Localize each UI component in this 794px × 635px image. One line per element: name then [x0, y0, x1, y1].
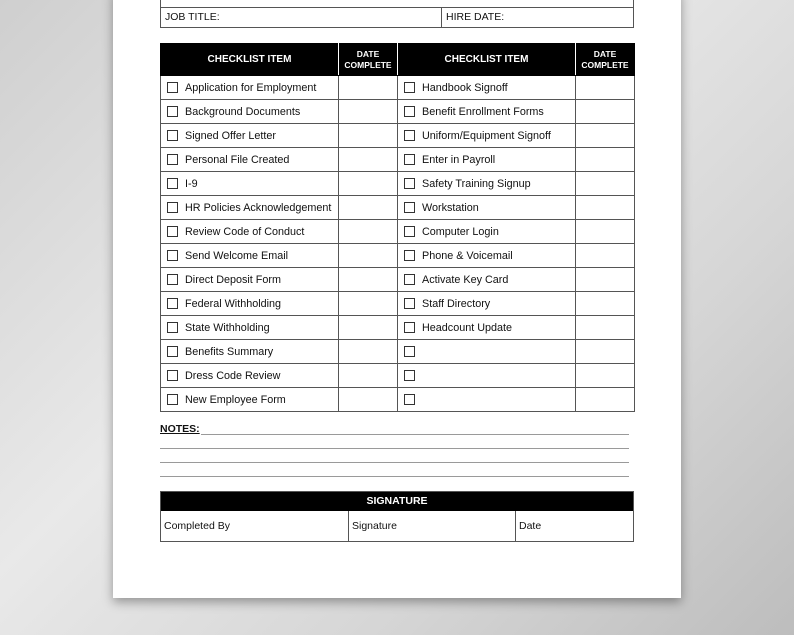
checklist-item-cell — [161, 388, 339, 412]
date-complete-cell[interactable] — [339, 172, 398, 196]
date-complete-cell[interactable] — [339, 148, 398, 172]
table-row — [161, 388, 635, 412]
notes-line[interactable] — [160, 476, 629, 477]
signature-label: Signature — [352, 520, 397, 532]
checkbox[interactable] — [167, 154, 178, 165]
employee-info-row — [160, 8, 634, 28]
checklist-item-cell — [398, 316, 576, 340]
date-complete-cell[interactable] — [339, 100, 398, 124]
list-item — [161, 298, 338, 310]
checklist-item-label: Application for Employment — [185, 81, 317, 94]
list-item — [398, 202, 575, 214]
hire-date-label: HIRE DATE: — [446, 11, 505, 23]
checklist-item-label: Benefit Enrollment Forms — [422, 105, 544, 118]
date-complete-cell[interactable] — [339, 292, 398, 316]
list-item — [161, 274, 338, 286]
table-row — [161, 364, 635, 388]
date-complete-cell[interactable] — [339, 316, 398, 340]
date-complete-cell[interactable] — [576, 148, 635, 172]
checklist-item-cell — [161, 172, 339, 196]
checkbox[interactable] — [167, 274, 178, 285]
checklist-item-cell — [398, 148, 576, 172]
date-complete-cell[interactable] — [576, 196, 635, 220]
checklist-item-cell — [161, 244, 339, 268]
date-complete-cell[interactable] — [576, 268, 635, 292]
date-complete-cell[interactable] — [339, 268, 398, 292]
list-item — [398, 106, 575, 118]
table-row — [161, 76, 635, 100]
date-complete-cell[interactable] — [576, 172, 635, 196]
table-row — [161, 340, 635, 364]
date-complete-cell[interactable] — [339, 124, 398, 148]
list-item — [161, 106, 338, 118]
date-complete-cell[interactable] — [339, 388, 398, 412]
checkbox[interactable] — [404, 250, 415, 261]
checklist-item-label: Safety Training Signup — [422, 177, 531, 190]
checklist-item-header: CHECKLIST ITEM — [161, 44, 339, 76]
date-complete-cell[interactable] — [576, 220, 635, 244]
checklist-item-cell — [161, 316, 339, 340]
checklist-item-label: Headcount Update — [422, 321, 513, 334]
checklist-item-cell — [398, 220, 576, 244]
checklist-item-cell — [161, 196, 339, 220]
checkbox[interactable] — [167, 202, 178, 213]
checkbox[interactable] — [404, 226, 415, 237]
date-field[interactable] — [516, 511, 633, 541]
checklist-item-label: Uniform/Equipment Signoff — [422, 129, 551, 142]
date-header-line1: DATE — [593, 48, 617, 59]
checkbox[interactable] — [404, 370, 415, 381]
list-item — [398, 154, 575, 166]
checklist-item-cell — [161, 268, 339, 292]
checklist-item-cell — [161, 124, 339, 148]
date-complete-header — [576, 44, 635, 76]
table-row — [161, 268, 635, 292]
list-item — [398, 274, 575, 286]
department-field — [160, 0, 634, 8]
checkbox[interactable] — [167, 322, 178, 333]
checklist-item-label: Workstation — [422, 201, 479, 214]
checklist-item-cell — [398, 340, 576, 364]
date-complete-cell[interactable] — [576, 100, 635, 124]
completed-by-label: Completed By — [164, 520, 230, 532]
checklist-item-cell — [398, 76, 576, 100]
checklist-item-label: Personal File Created — [185, 153, 290, 166]
job-title-label: JOB TITLE: — [165, 11, 220, 23]
list-item — [161, 370, 338, 382]
checkbox[interactable] — [167, 130, 178, 141]
notes-line[interactable] — [201, 434, 629, 435]
checkbox[interactable] — [404, 178, 415, 189]
date-complete-cell[interactable] — [576, 364, 635, 388]
checkbox[interactable] — [167, 346, 178, 357]
checkbox[interactable] — [404, 346, 415, 357]
checkbox[interactable] — [167, 106, 178, 117]
date-complete-cell[interactable] — [576, 124, 635, 148]
checkbox[interactable] — [404, 298, 415, 309]
checkbox[interactable] — [404, 202, 415, 213]
table-row — [161, 100, 635, 124]
date-complete-cell[interactable] — [339, 220, 398, 244]
table-row — [161, 124, 635, 148]
date-complete-cell[interactable] — [576, 388, 635, 412]
list-item — [398, 82, 575, 94]
date-complete-cell[interactable] — [339, 364, 398, 388]
signature-section — [160, 491, 634, 542]
checkbox[interactable] — [167, 298, 178, 309]
checklist-item-cell — [161, 148, 339, 172]
date-complete-cell[interactable] — [576, 292, 635, 316]
table-row — [161, 220, 635, 244]
table-row — [161, 244, 635, 268]
notes-label: NOTES: — [160, 423, 200, 435]
signature-title: SIGNATURE — [161, 492, 633, 511]
department-label — [165, 0, 238, 1]
hire-date-field[interactable] — [442, 8, 633, 27]
checklist-item-cell — [161, 340, 339, 364]
list-item — [161, 202, 338, 214]
checklist-item-label: Computer Login — [422, 225, 499, 238]
date-complete-cell[interactable] — [576, 244, 635, 268]
checklist-item-label: HR Policies Acknowledgement — [185, 201, 332, 214]
list-item — [398, 394, 575, 405]
checkbox[interactable] — [404, 322, 415, 333]
document-page — [113, 0, 681, 598]
date-complete-header — [339, 44, 398, 76]
checklist-item-label: Benefits Summary — [185, 345, 274, 358]
checklist-item-label: Direct Deposit Form — [185, 273, 281, 286]
checkbox[interactable] — [404, 154, 415, 165]
date-header-line2: COMPLETE — [344, 59, 392, 70]
checklist-item-label: I-9 — [185, 177, 198, 190]
list-item — [161, 154, 338, 166]
checkbox[interactable] — [404, 130, 415, 141]
checklist-item-cell — [398, 268, 576, 292]
checkbox[interactable] — [167, 394, 178, 405]
checkbox[interactable] — [404, 394, 415, 405]
notes-line[interactable] — [160, 448, 629, 449]
checklist-table — [160, 43, 635, 412]
checklist-item-header: CHECKLIST ITEM — [398, 44, 576, 76]
date-header-line1: DATE — [356, 48, 380, 59]
checklist-item-label: Dress Code Review — [185, 369, 281, 382]
checklist-item-label: Signed Offer Letter — [185, 129, 277, 142]
list-item — [398, 130, 575, 142]
table-row — [161, 316, 635, 340]
checklist-item-label: New Employee Form — [185, 393, 286, 406]
checkbox[interactable] — [404, 274, 415, 285]
list-item — [398, 346, 575, 357]
checklist-item-cell — [161, 364, 339, 388]
checkbox[interactable] — [404, 82, 415, 93]
date-label: Date — [519, 520, 542, 532]
list-item — [398, 298, 575, 310]
checkbox[interactable] — [167, 370, 178, 381]
date-complete-cell[interactable] — [339, 340, 398, 364]
date-complete-cell[interactable] — [339, 196, 398, 220]
checklist-item-label: State Withholding — [185, 321, 270, 334]
date-header-line2: COMPLETE — [581, 59, 629, 70]
list-item — [161, 82, 338, 94]
checklist-item-cell — [398, 172, 576, 196]
job-title-field[interactable] — [161, 8, 442, 27]
checklist-item-label: Review Code of Conduct — [185, 225, 305, 238]
list-item — [161, 226, 338, 238]
checklist-item-cell — [161, 292, 339, 316]
checklist-item-label: Phone & Voicemail — [422, 249, 513, 262]
date-complete-cell[interactable] — [576, 316, 635, 340]
checklist-item-cell — [398, 100, 576, 124]
checklist-item-cell — [398, 124, 576, 148]
checklist-item-cell — [398, 292, 576, 316]
list-item — [398, 322, 575, 334]
date-complete-cell[interactable] — [339, 244, 398, 268]
notes-line[interactable] — [160, 462, 629, 463]
checklist-item-label: Handbook Signoff — [422, 81, 508, 94]
list-item — [398, 370, 575, 381]
checklist-item-cell — [161, 76, 339, 100]
list-item — [398, 226, 575, 238]
list-item — [161, 130, 338, 142]
table-row — [161, 148, 635, 172]
checklist-item-label: Send Welcome Email — [185, 249, 289, 262]
list-item — [161, 178, 338, 190]
list-item — [161, 394, 338, 406]
checklist-item-label: Enter in Payroll — [422, 153, 496, 166]
list-item — [161, 346, 338, 358]
signature-field[interactable] — [349, 511, 516, 541]
checklist-item-label: Staff Directory — [422, 297, 491, 310]
table-row — [161, 292, 635, 316]
list-item — [398, 250, 575, 262]
checklist-item-cell — [161, 100, 339, 124]
checklist-item-label: Background Documents — [185, 105, 301, 118]
checklist-item-cell — [398, 244, 576, 268]
date-complete-cell[interactable] — [339, 76, 398, 100]
checkbox[interactable] — [404, 106, 415, 117]
table-row — [161, 172, 635, 196]
checklist-item-cell — [398, 364, 576, 388]
date-complete-cell[interactable] — [576, 76, 635, 100]
checklist-item-label: Federal Withholding — [185, 297, 282, 310]
checklist-item-cell — [161, 220, 339, 244]
date-complete-cell[interactable] — [576, 340, 635, 364]
checklist-item-label: Activate Key Card — [422, 273, 509, 286]
checkbox[interactable] — [167, 82, 178, 93]
table-row — [161, 196, 635, 220]
list-item — [161, 250, 338, 262]
list-item — [161, 322, 338, 334]
checkbox[interactable] — [167, 250, 178, 261]
checkbox[interactable] — [167, 178, 178, 189]
checklist-item-cell — [398, 388, 576, 412]
checkbox[interactable] — [167, 226, 178, 237]
checklist-item-cell — [398, 196, 576, 220]
list-item — [398, 178, 575, 190]
completed-by-field[interactable] — [161, 511, 349, 541]
